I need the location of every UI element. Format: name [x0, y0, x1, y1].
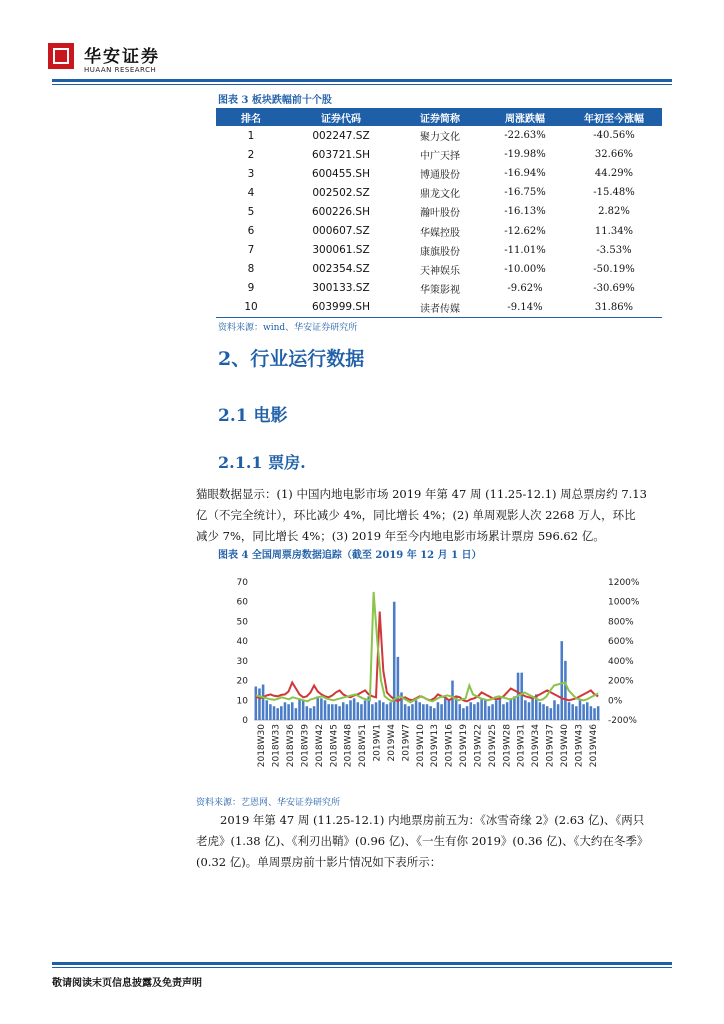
table-cell: 002247.SZ	[312, 129, 370, 142]
bar	[375, 702, 378, 720]
header-rule-thin	[52, 84, 672, 85]
bar	[484, 700, 487, 720]
red-series-line	[256, 612, 598, 702]
table-row	[216, 202, 662, 221]
col-rank: 排名	[216, 108, 286, 126]
x-tick-label: 2019W22	[473, 724, 484, 768]
bar	[451, 681, 454, 720]
y2-tick-label: 1000%	[608, 597, 640, 608]
table-row	[216, 221, 662, 240]
bar	[265, 700, 268, 720]
y-tick-label: 60	[236, 597, 248, 608]
bar	[393, 602, 396, 720]
bar	[284, 702, 287, 720]
bar	[539, 702, 542, 720]
paragraph-line: 亿（不完全统计），环比减少 4%，同比增长 4%；(2) 单周观影人次 2268 万人，环比	[196, 508, 636, 522]
table-cell: -22.63%	[504, 130, 546, 142]
bar	[459, 704, 462, 720]
y-tick-label: 0	[242, 716, 248, 726]
paragraph-line: (0.32 亿)。单周票房前十影片情况如下表所示：	[196, 855, 442, 869]
y-tick-label: 30	[236, 656, 248, 667]
y2-tick-label: 0%	[608, 696, 623, 707]
bar	[480, 698, 483, 720]
table-cell: 聚力文化	[420, 132, 460, 144]
table-cell: -19.98%	[504, 149, 546, 161]
chart4-title: 图表 4 全国周票房数据追踪（截至 2019 年 12 月 1 日）	[218, 550, 482, 561]
bar	[302, 700, 305, 720]
bar	[353, 698, 356, 720]
table-cell: -15.48%	[593, 187, 635, 199]
table-cell: -16.75%	[504, 187, 546, 199]
x-tick-label: 2018W45	[329, 724, 340, 768]
bar	[335, 704, 338, 720]
x-tick-label: 2019W13	[430, 724, 441, 768]
bar	[502, 704, 505, 720]
table-cell: -10.00%	[504, 263, 546, 275]
footer-rule-thin	[52, 967, 672, 968]
x-tick-label: 2019W43	[574, 724, 585, 768]
y2-tick-label: 800%	[608, 617, 634, 628]
table-cell: 天神娱乐	[420, 265, 460, 277]
top-films-paragraph	[196, 810, 666, 873]
bar	[404, 704, 407, 720]
bar	[491, 704, 494, 720]
col-ytd-change: 年初至今涨幅	[566, 108, 662, 126]
bar	[338, 706, 341, 720]
bar	[499, 698, 502, 720]
bar	[542, 704, 545, 720]
bar	[528, 702, 531, 720]
bar	[349, 700, 352, 720]
bar	[440, 704, 443, 720]
table-cell: 002354.SZ	[312, 263, 370, 276]
x-tick-label: 2019W19	[459, 724, 470, 768]
table-cell: 300133.SZ	[312, 282, 370, 295]
brand-name-en: HUAAN RESEARCH	[84, 66, 157, 74]
bar	[488, 706, 491, 720]
x-tick-label: 2018W36	[286, 724, 297, 768]
table3-title: 图表 3 板块跌幅前十个股	[218, 95, 332, 106]
footer-rule	[52, 962, 672, 965]
bar	[276, 708, 279, 720]
bar	[295, 708, 298, 720]
box-office-paragraph	[196, 484, 666, 547]
y-tick-label: 10	[236, 696, 248, 707]
bar	[309, 708, 312, 720]
y-tick-label: 20	[236, 676, 248, 687]
table-cell: 中广天择	[420, 151, 460, 163]
bar	[360, 704, 363, 720]
x-tick-label: 2018W39	[300, 724, 311, 768]
section-2-heading: 2、行业运行数据	[218, 348, 365, 370]
weekly-box-office-chart	[222, 570, 662, 780]
bar	[531, 698, 534, 720]
table-row	[216, 164, 662, 183]
table-cell: -11.01%	[504, 244, 546, 256]
col-week-change: 周涨跌幅	[484, 108, 566, 126]
table-cell: -40.56%	[593, 130, 635, 142]
bar	[327, 704, 330, 720]
bar	[408, 706, 411, 720]
x-tick-label: 2019W28	[502, 724, 513, 768]
table-cell: 华媒控股	[420, 227, 460, 239]
col-code: 证券代码	[286, 108, 396, 126]
table-cell: 300061.SZ	[312, 244, 370, 257]
bar	[316, 696, 319, 720]
brand-logo-inner	[53, 48, 69, 64]
x-tick-label: 2018W51	[358, 724, 369, 768]
table-row	[216, 241, 662, 260]
bar	[422, 704, 425, 720]
table-cell: 鼎龙文化	[420, 189, 460, 201]
bar	[571, 704, 574, 720]
table-cell: 2	[247, 148, 255, 161]
x-tick-label: 2019W31	[516, 724, 527, 768]
green-series-line	[256, 592, 598, 702]
table-cell: 9	[247, 282, 255, 295]
bar	[477, 702, 480, 720]
bar	[298, 698, 301, 720]
brand-name: 华安证券	[84, 47, 160, 67]
table-row	[216, 145, 662, 164]
bar	[462, 708, 465, 720]
table-cell: -9.62%	[507, 282, 543, 294]
table-cell: 32.66%	[594, 149, 634, 161]
table-cell: 31.86%	[566, 298, 662, 318]
table-cell: 11.34%	[594, 225, 634, 237]
bar	[495, 700, 498, 720]
y-tick-label: 50	[236, 617, 248, 628]
bar	[306, 706, 309, 720]
section-2-1-1-heading: 2.1.1 票房.	[218, 453, 306, 472]
table-cell: 002502.SZ	[312, 186, 370, 199]
y2-tick-label: 400%	[608, 656, 634, 667]
bar	[448, 700, 451, 720]
bar	[560, 641, 563, 720]
table-cell: 6	[247, 225, 255, 238]
bar	[258, 688, 261, 720]
table-cell: 2.82%	[598, 206, 630, 218]
bar	[320, 698, 323, 720]
bar	[557, 704, 560, 720]
table-cell: 5	[247, 205, 255, 218]
table-cell: 8	[247, 263, 255, 276]
bar	[513, 696, 516, 720]
table-cell: 600226.SH	[312, 205, 370, 218]
x-tick-label: 2019W37	[545, 724, 556, 768]
x-tick-label: 2019W16	[444, 724, 455, 768]
table-cell: 600455.SH	[312, 167, 370, 180]
bar	[553, 700, 556, 720]
bar	[346, 704, 349, 720]
y-tick-label: 70	[236, 578, 248, 588]
bar	[255, 686, 258, 720]
table-cell: 7	[247, 244, 255, 257]
bar	[324, 700, 327, 720]
bar	[437, 702, 440, 720]
bar	[593, 708, 596, 720]
x-tick-label: 2019W4	[386, 724, 397, 762]
header-rule	[52, 79, 672, 82]
x-tick-label: 2019W34	[531, 724, 542, 768]
table-row	[216, 260, 662, 279]
bar	[575, 706, 578, 720]
bar	[550, 708, 553, 720]
table-cell: 44.29%	[594, 168, 634, 180]
y2-tick-label: 1200%	[608, 578, 640, 588]
bar	[371, 704, 374, 720]
table-cell: 瀚叶股份	[420, 208, 460, 220]
bar	[389, 702, 392, 720]
x-tick-label: 2019W10	[415, 724, 426, 768]
bar	[429, 706, 432, 720]
table-cell: -9.14%	[484, 298, 566, 318]
table-cell: -12.62%	[504, 225, 546, 237]
table-cell: -50.19%	[593, 263, 635, 275]
y2-tick-label: -200%	[608, 716, 637, 726]
bar	[444, 698, 447, 720]
section-2-1-heading: 2.1 电影	[218, 406, 288, 426]
table-cell: -30.69%	[593, 282, 635, 294]
y2-tick-label: 200%	[608, 676, 634, 687]
bar	[280, 706, 283, 720]
bar	[342, 702, 345, 720]
x-tick-label: 2018W42	[314, 724, 325, 768]
bar	[378, 700, 381, 720]
bar	[273, 706, 276, 720]
table3	[216, 108, 662, 318]
col-name: 证券简称	[396, 108, 484, 126]
table-row	[216, 279, 662, 298]
bar	[506, 702, 509, 720]
bar	[418, 702, 421, 720]
bar	[597, 706, 600, 720]
bar	[568, 702, 571, 720]
bar	[269, 704, 272, 720]
bar	[386, 704, 389, 720]
table-cell: -16.13%	[504, 206, 546, 218]
table-cell: 华策影视	[420, 284, 460, 296]
bar	[287, 704, 290, 720]
bar	[313, 706, 316, 720]
x-tick-label: 2018W33	[271, 724, 282, 768]
table-cell: 博通股份	[420, 170, 460, 182]
table-cell: 10	[216, 298, 286, 318]
y-tick-label: 40	[236, 637, 248, 648]
table-row	[216, 126, 662, 145]
x-tick-label: 2018W30	[257, 724, 268, 768]
x-tick-label: 2019W40	[559, 724, 570, 768]
paragraph-line: 老虎》(1.38 亿)、《利刃出鞘》(0.96 亿)、《一生有你 2019》(0.36 亿)、《大约在冬季》	[196, 834, 649, 848]
table3-source: 资料来源：wind、华安证券研究所	[218, 323, 358, 333]
x-tick-label: 2019W46	[588, 724, 599, 768]
table-cell: -16.94%	[504, 168, 546, 180]
table-cell: 1	[247, 129, 255, 142]
bar	[520, 673, 523, 720]
bar	[473, 704, 476, 720]
bar	[582, 704, 585, 720]
table-row	[216, 183, 662, 202]
bar	[466, 706, 469, 720]
table-cell: 康旗股份	[420, 246, 460, 258]
bar	[415, 700, 418, 720]
bar	[411, 704, 414, 720]
bar	[564, 661, 567, 720]
chart4-source: 资料来源：艺恩网、华安证券研究所	[196, 798, 341, 808]
bar	[509, 698, 512, 720]
bar	[579, 700, 582, 720]
x-tick-label: 2019W1	[372, 724, 383, 762]
bar	[397, 657, 400, 720]
table-cell: 读者传媒	[396, 298, 484, 318]
paragraph-line: 减少 7%，同比增长 4%；(3) 2019 年至今内地电影市场累计票房 596.62 亿。	[196, 529, 605, 543]
paragraph-line: 2019 年第 47 周 (11.25-12.1) 内地票房前五为：《冰雪奇缘 2》(2.63 亿)、《两只	[220, 813, 645, 827]
table-cell: -3.53%	[596, 244, 632, 256]
disclaimer-note: 敬请阅读末页信息披露及免责声明	[52, 978, 202, 989]
bar	[426, 704, 429, 720]
x-tick-label: 2018W48	[343, 724, 354, 768]
bar	[291, 702, 294, 720]
paragraph-line: 猫眼数据显示：(1) 中国内地电影市场 2019 年第 47 周 (11.25-12.1) 周总票房约 7.13	[196, 487, 647, 501]
table3-header-row	[216, 108, 662, 126]
bar	[357, 702, 360, 720]
bar	[546, 706, 549, 720]
table-cell: 603999.SH	[286, 298, 396, 318]
bar	[586, 702, 589, 720]
table-row	[216, 298, 662, 318]
bar	[331, 704, 334, 720]
bar	[262, 685, 265, 720]
bar	[364, 700, 367, 720]
table-cell: 000607.SZ	[312, 225, 370, 238]
x-tick-label: 2019W25	[487, 724, 498, 768]
bar	[433, 708, 436, 720]
bar	[382, 702, 385, 720]
table-cell: 3	[247, 167, 255, 180]
bar	[469, 702, 472, 720]
y2-tick-label: 600%	[608, 637, 634, 648]
x-tick-label: 2019W7	[401, 724, 412, 762]
bar	[524, 700, 527, 720]
table-cell: 603721.SH	[312, 148, 370, 161]
bar	[590, 706, 593, 720]
table-cell: 4	[247, 186, 255, 199]
